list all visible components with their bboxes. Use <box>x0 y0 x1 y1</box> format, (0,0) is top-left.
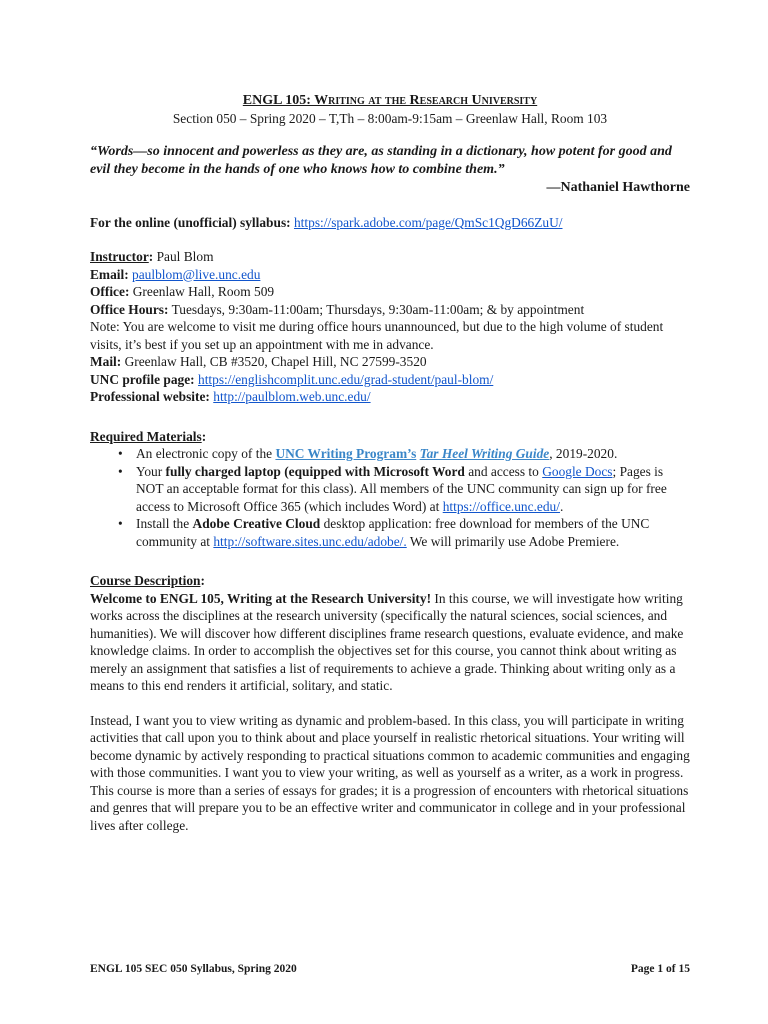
section-info: Section 050 – Spring 2020 – T,Th – 8:00am-9:15am – Greenlaw Hall, Room 103 <box>172 110 608 126</box>
office-label: Office: <box>90 284 130 299</box>
website-line <box>90 388 690 406</box>
online-syllabus-line <box>90 214 690 232</box>
email-label: Email: <box>90 266 129 282</box>
adobe-software-link[interactable]: http://software.sites.unc.edu/adobe/. <box>213 533 407 549</box>
website-label: Professional website: <box>90 389 210 404</box>
office-hours-note: Note: You are welcome to visit me during office hours unannounced, but due to the high volume of student visits, it’s best if you set up an appointment with me in advance. <box>90 319 664 352</box>
instructor-label: Instructor <box>90 249 149 264</box>
online-syllabus-link[interactable]: https://spark.adobe.com/page/QmSc1QgD66ZuU/ <box>293 214 563 230</box>
google-docs-link[interactable]: Google Docs <box>542 463 613 479</box>
description-paragraph-2: Instead, I want you to view writing as dynamic and problem-based. In this class, you will participate in writing activities that call upon you to think about and place yourself in realistic rhetorical situations. Your writing will become dynamic by actively responding to practical situations common to academic communities and engaging with those communities. I want you to view your writing, as well as yourself as a writer, as a work in progress. This course is more than a series of essays for grades; it is a progression of encounters with rhetorical situations and genres that will prepare you to be an effective writer and communicator in college and in your professional lives after college. <box>90 712 690 833</box>
tar-heel-guide-link[interactable]: Tar Heel Writing Guide <box>419 446 550 461</box>
office-hours-value: Tuesdays, 9:30am-11:00am; Thursdays, 9:30am-11:00am; & by appointment <box>171 301 585 317</box>
office-hours-line <box>90 301 690 319</box>
email-line <box>90 266 690 284</box>
materials-heading: Required Materials: <box>90 428 207 444</box>
epigraph-quote: “Words—so innocent and powerless as they are, as standing in a dictionary, how potent for good and evil they become in the hands of one who knows how to combine them.” <box>90 144 672 177</box>
materials-item-laptop: • Your fully charged laptop (equipped with Microsoft Word and access to Google Docs; Pages is NOT an acceptable format for this class). All members of the UNC community can sign up for free access to Microsoft Office 365 (which includes Word) at https://office.unc.edu/. <box>118 463 690 516</box>
description-heading: Course Description: <box>90 573 205 588</box>
profile-link[interactable]: https://englishcomplit.unc.edu/grad-student/paul-blom/ <box>198 371 494 387</box>
email-link[interactable]: paulblom@live.unc.edu <box>132 266 261 282</box>
office-hours-label: Office Hours: <box>90 301 169 317</box>
office-unc-link[interactable]: https://office.unc.edu/ <box>442 498 560 514</box>
office-value: Greenlaw Hall, Room 509 <box>132 284 275 299</box>
office-line <box>90 283 690 301</box>
footer-course: ENGL 105 SEC 050 Syllabus, Spring 2020 <box>90 963 297 975</box>
instructor-line: Instructor: Paul Blom <box>90 249 214 264</box>
website-link[interactable]: http://paulblom.web.unc.edu/ <box>213 389 371 404</box>
course-title: ENGL 105: Writing at the Research University <box>242 93 538 108</box>
page-content <box>90 92 690 834</box>
description-paragraph-1: Welcome to ENGL 105, Writing at the Research University! In this course, we will investigate how writing works across the disciplines at the research university (specifically the natural sciences, social sciences, and humanities). We will discover how different disciplines frame research questions, evaluate evidence, and make knowledge claims. In order to accomplish the objectives set for this course, you cannot think about writing as merely an assignment that satisfies a list of requirements to achieve a grade. Thinking about writing only as a means to this end renders it artificial, solitary, and static. <box>90 590 684 693</box>
online-syllabus-label: For the online (unofficial) syllabus: <box>90 214 291 230</box>
materials-item-textbook: • An electronic copy of the UNC Writing Program’s Tar Heel Writing Guide, 2019-2020. <box>118 445 690 463</box>
materials-list <box>90 445 690 550</box>
writing-program-link[interactable]: UNC Writing Program’s <box>275 446 417 461</box>
profile-label: UNC profile page: <box>90 371 195 387</box>
profile-line <box>90 371 690 389</box>
page-footer <box>90 963 690 975</box>
materials-item-adobe: • Install the Adobe Creative Cloud desktop application: free download for members of the UNC community at http://software.sites.unc.edu/adobe/. We will primarily use Adobe Premiere. <box>118 515 690 550</box>
instructor-name: Paul Blom <box>156 249 214 264</box>
footer-page-number: Page 1 of 15 <box>630 963 690 975</box>
epigraph-author: —Nathaniel Hawthorne <box>546 180 690 195</box>
mail-line <box>90 353 690 371</box>
mail-label: Mail: <box>90 354 122 369</box>
mail-value: Greenlaw Hall, CB #3520, Chapel Hill, NC 27599-3520 <box>124 354 427 369</box>
